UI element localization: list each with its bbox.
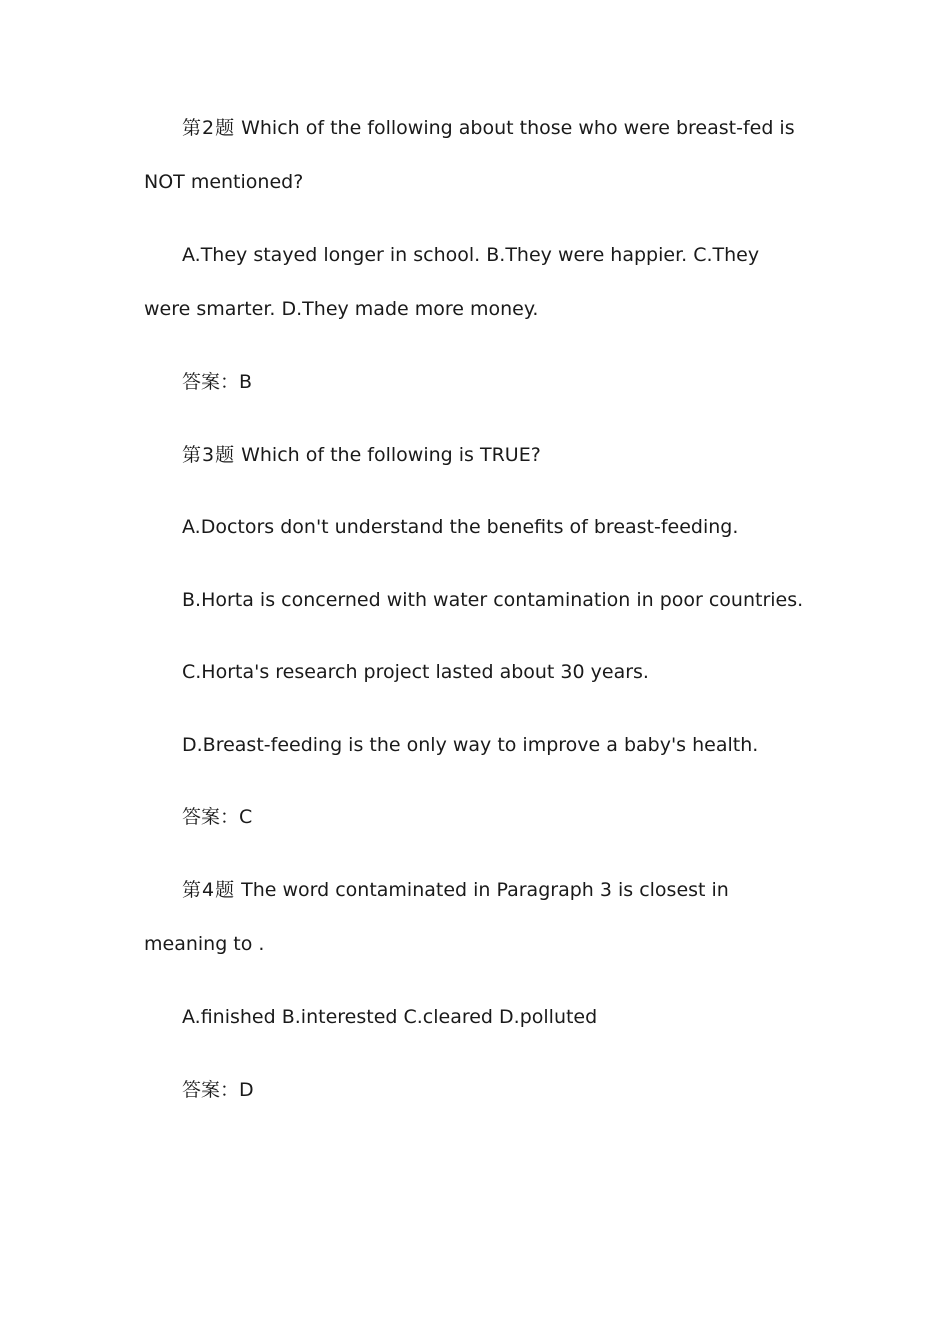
answer-text: 答案：B: [182, 371, 253, 393]
question-text: Which of the following is TRUE?: [241, 444, 541, 466]
question-number: 第2题: [182, 117, 236, 139]
options-text: A.finished B.interested C.cleared D.polluted: [182, 1006, 598, 1028]
question-3-option-b: [144, 573, 806, 627]
question-3: [144, 428, 806, 482]
options-text: A.They stayed longer in school. B.They were happier. C.They were smarter. D.They made more money.: [144, 244, 760, 320]
option-text: D.Breast-feeding is the only way to improve a baby's health.: [182, 734, 759, 756]
question-text: Which of the following about those who were breast-fed is NOT mentioned?: [144, 117, 795, 193]
answer-text: 答案：C: [182, 806, 253, 828]
question-number: 第3题: [182, 444, 236, 466]
question-text: The word contaminated in Paragraph 3 is closest in meaning to .: [144, 879, 729, 955]
question-3-option-a: [144, 500, 806, 554]
question-3-answer: [144, 790, 806, 844]
option-text: A.Doctors don't understand the benefits of breast-feeding.: [182, 516, 739, 538]
question-number: 第4题: [182, 879, 236, 901]
question-4-answer: [144, 1063, 806, 1117]
question-4-options: [144, 990, 806, 1044]
question-2-options: [144, 228, 806, 336]
option-text: C.Horta's research project lasted about 30 years.: [182, 661, 649, 683]
option-text: B.Horta is concerned with water contamination in poor countries.: [182, 589, 804, 611]
question-3-option-c: [144, 645, 806, 699]
question-4: [144, 863, 806, 971]
answer-text: 答案：D: [182, 1079, 254, 1101]
question-2: [144, 101, 806, 209]
question-3-option-d: [144, 718, 806, 772]
question-2-answer: [144, 355, 806, 409]
